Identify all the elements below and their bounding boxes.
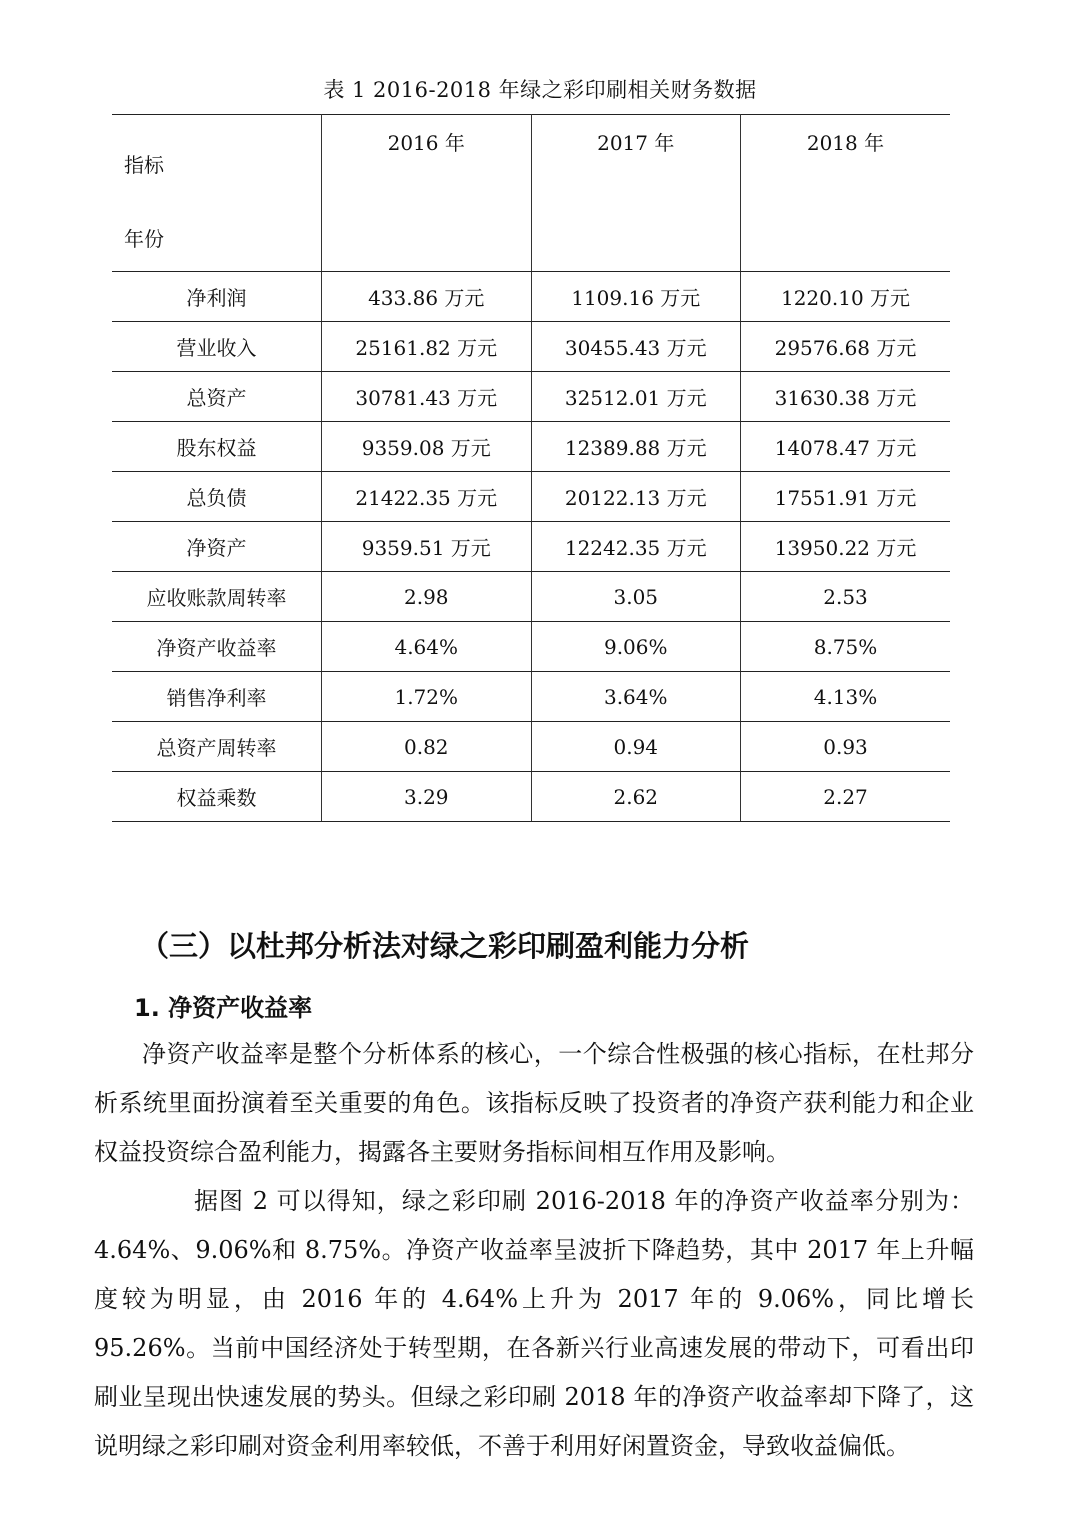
year-header-2016: 2016 年 [322,115,532,272]
table-row [112,272,950,322]
section-heading: （三）以杜邦分析法对绿之彩印刷盈利能力分析 [140,929,750,963]
table-row [112,372,950,422]
cell-value: 30781.43 万元 [322,372,532,422]
corner-header-cell [112,115,322,272]
corner-indicator-label: 指标 [124,153,164,177]
row-label: 总负债 [112,472,322,522]
corner-year-label: 年份 [124,227,164,251]
row-label: 股东权益 [112,422,322,472]
table-row [112,722,950,772]
table-row [112,572,950,622]
cell-value: 30455.43 万元 [531,322,741,372]
cell-value: 0.94 [531,722,741,772]
table-row [112,522,950,572]
row-label: 营业收入 [112,322,322,372]
body-paragraph-1: 净资产收益率是整个分析体系的核心，一个综合性极强的核心指标，在杜邦分析系统里面扮演着至关重要的角色。该指标反映了投资者的净资产获利能力和企业权益投资综合盈利能力，揭露各主要财务指标间相互作用及影响。 [94,1040,974,1166]
cell-value: 0.93 [741,722,951,772]
year-header-2018: 2018 年 [741,115,951,272]
subsection-heading: 1. 净资产收益率 [134,994,313,1022]
cell-value: 17551.91 万元 [741,472,951,522]
body-paragraph-2: 据图 2 可以得知，绿之彩印刷 2016-2018 年的净资产收益率分别为：4.64%、9.06%和 8.75%。净资产收益率呈波折下降趋势，其中 2017 年上升幅度较为明显，由 2016 年的 4.64%上升为 2017 年的 9.06%，同比增长 95.26%。当前中国经济处于转型期，在各新兴行业高速发展的带动下，可看出印刷业呈现出快速发展的势头。但绿之彩印刷 2018 年的净资产收益率却下降了，这说明绿之彩印刷对资金利用率较低，不善于利用好闲置资金，导致收益偏低。 [94,1187,974,1460]
cell-value: 2.27 [741,772,951,822]
table-row [112,622,950,672]
cell-value: 8.75% [741,622,951,672]
cell-value: 9359.08 万元 [322,422,532,472]
row-label: 销售净利率 [112,672,322,722]
row-label: 总资产周转率 [112,722,322,772]
cell-value: 1109.16 万元 [531,272,741,322]
cell-value: 14078.47 万元 [741,422,951,472]
financial-data-table [112,114,950,822]
cell-value: 31630.38 万元 [741,372,951,422]
cell-value: 25161.82 万元 [322,322,532,372]
table-row [112,422,950,472]
cell-value: 2.53 [741,572,951,622]
cell-value: 3.64% [531,672,741,722]
row-label: 净资产 [112,522,322,572]
table-row [112,672,950,722]
cell-value: 3.05 [531,572,741,622]
cell-value: 29576.68 万元 [741,322,951,372]
table-row [112,322,950,372]
row-label: 权益乘数 [112,772,322,822]
row-label: 总资产 [112,372,322,422]
row-label: 净利润 [112,272,322,322]
cell-value: 12242.35 万元 [531,522,741,572]
cell-value: 4.13% [741,672,951,722]
cell-value: 3.29 [322,772,532,822]
table-row [112,772,950,822]
row-label: 应收账款周转率 [112,572,322,622]
cell-value: 2.98 [322,572,532,622]
cell-value: 0.82 [322,722,532,772]
cell-value: 13950.22 万元 [741,522,951,572]
cell-value: 2.62 [531,772,741,822]
row-label: 净资产收益率 [112,622,322,672]
table-row [112,472,950,522]
year-header-2017: 2017 年 [531,115,741,272]
table-caption: 表 1 2016-2018 年绿之彩印刷相关财务数据 [323,78,757,102]
cell-value: 9359.51 万元 [322,522,532,572]
cell-value: 1.72% [322,672,532,722]
cell-value: 32512.01 万元 [531,372,741,422]
cell-value: 4.64% [322,622,532,672]
cell-value: 433.86 万元 [322,272,532,322]
cell-value: 21422.35 万元 [322,472,532,522]
cell-value: 12389.88 万元 [531,422,741,472]
table-header-row [112,115,950,272]
cell-value: 20122.13 万元 [531,472,741,522]
cell-value: 1220.10 万元 [741,272,951,322]
cell-value: 9.06% [531,622,741,672]
